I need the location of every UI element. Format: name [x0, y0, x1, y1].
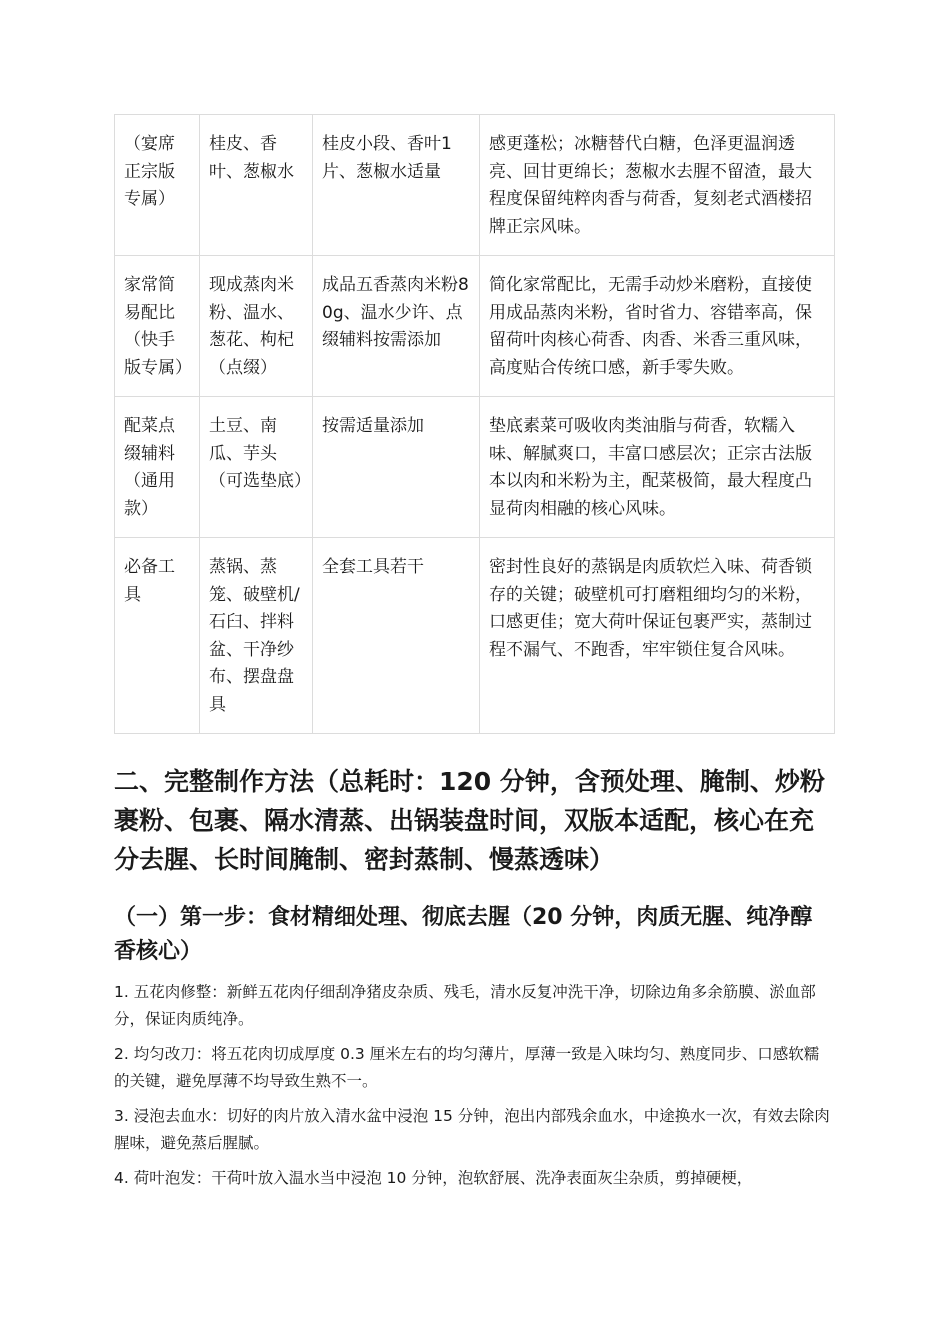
table-cell-item: 配菜点缀辅料（通用款） — [115, 397, 200, 538]
list-item: 4. 荷叶泡发：干荷叶放入温水当中浸泡 10 分钟，泡软舒展、洗净表面灰尘杂质，剪掉硬梗， — [114, 1169, 753, 1187]
list-item: 3. 浸泡去血水：切好的肉片放入清水盆中浸泡 15 分钟，泡出内部残余血水，中途换水一次，有效去除肉腥味，避免蒸后腥腻。 — [114, 1107, 830, 1152]
table-cell-materials: 蒸锅、蒸笼、破壁机/石臼、拌料盆、干净纱布、摆盘盘具 — [200, 538, 313, 734]
table-cell-amount: 成品五香蒸肉米粉80g、温水少许、点缀辅料按需添加 — [313, 256, 480, 397]
table-cell-note: 密封性良好的蒸锅是肉质软烂入味、荷香锁存的关键；破壁机可打磨粗细均匀的米粉，口感更佳；宽大荷叶保证包裹严实，蒸制过程不漏气、不跑香，牢牢锁住复合风味。 — [480, 538, 835, 734]
table-cell-amount: 全套工具若干 — [313, 538, 480, 734]
table-cell-materials: 土豆、南瓜、芋头（可选垫底） — [200, 397, 313, 538]
table-cell-item: 必备工具 — [115, 538, 200, 734]
table-cell-note: 简化家常配比，无需手动炒米磨粉，直接使用成品蒸肉米粉，省时省力、容错率高，保留荷叶肉核心荷香、肉香、米香三重风味，高度贴合传统口感，新手零失败。 — [480, 256, 835, 397]
table-cell-item: （宴席正宗版专属） — [115, 115, 200, 256]
ingredients-table — [114, 114, 835, 734]
table-row — [115, 397, 835, 538]
list-item: 1. 五花肉修整：新鲜五花肉仔细刮净猪皮杂质、残毛，清水反复冲洗干净，切除边角多余筋膜、淤血部分，保证肉质纯净。 — [114, 983, 816, 1028]
table-row — [115, 115, 835, 256]
table-cell-materials: 桂皮、香叶、葱椒水 — [200, 115, 313, 256]
table-row — [115, 538, 835, 734]
table-row — [115, 256, 835, 397]
table-cell-note: 垫底素菜可吸收肉类油脂与荷香，软糯入味、解腻爽口，丰富口感层次；正宗古法版本以肉和米粉为主，配菜极简，最大程度凸显荷肉相融的核心风味。 — [480, 397, 835, 538]
table-cell-note: 感更蓬松；冰糖替代白糖，色泽更温润透亮、回甘更绵长；葱椒水去腥不留渣，最大程度保留纯粹肉香与荷香，复刻老式酒楼招牌正宗风味。 — [480, 115, 835, 256]
list-item: 2. 均匀改刀：将五花肉切成厚度 0.3 厘米左右的均匀薄片，厚薄一致是入味均匀、熟度同步、口感软糯的关键，避免厚薄不均导致生熟不一。 — [114, 1045, 820, 1090]
subsection-heading: （一）第一步：食材精细处理、彻底去腥（20 分钟，肉质无腥、纯净醇香核心） — [114, 905, 813, 964]
document-page — [114, 114, 834, 1200]
table-cell-item: 家常简易配比（快手版专属） — [115, 256, 200, 397]
step-list — [114, 979, 834, 1192]
table-cell-materials: 现成蒸肉米粉、温水、葱花、枸杞（点缀） — [200, 256, 313, 397]
section-heading: 二、完整制作方法（总耗时：120 分钟，含预处理、腌制、炒粉裹粉、包裹、隔水清蒸、出锅装盘时间，双版本适配，核心在充分去腥、长时间腌制、密封蒸制、慢蒸透味） — [114, 767, 825, 874]
table-cell-amount: 桂皮小段、香叶1片、葱椒水适量 — [313, 115, 480, 256]
table-cell-amount: 按需适量添加 — [313, 397, 480, 538]
